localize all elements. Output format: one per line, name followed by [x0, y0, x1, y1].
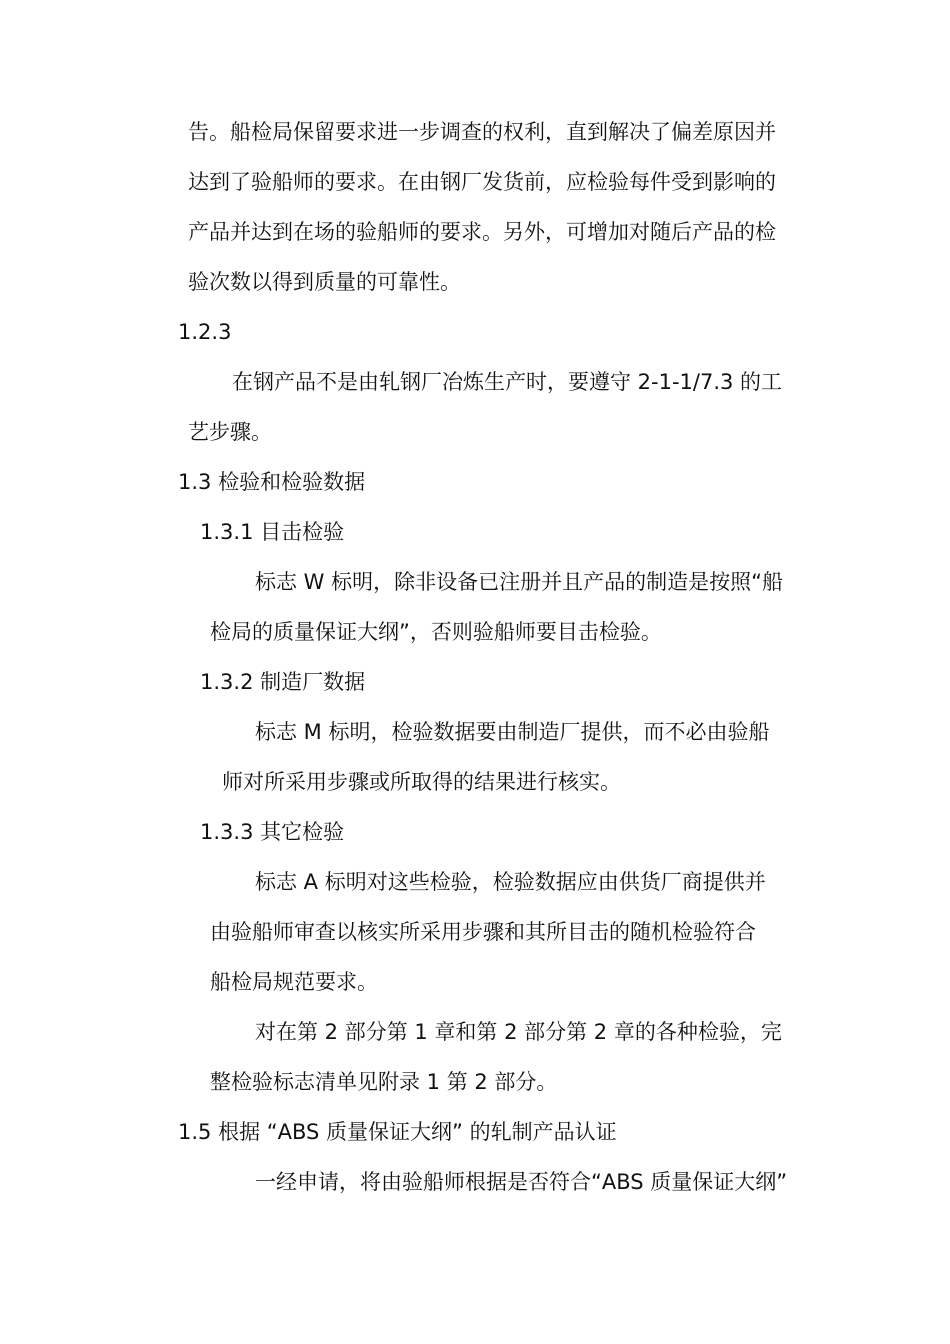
text-line: 产品并达到在场的验船师的要求。另外，可增加对随后产品的检 [188, 220, 776, 244]
section-heading: 1.5 根据 “ABS 质量保证大纲” 的轧制产品认证 [178, 1120, 617, 1144]
text-line: 验次数以得到质量的可靠性。 [188, 270, 461, 294]
text-line: 告。船检局保留要求进一步调查的权利，直到解决了偏差原因并 [188, 120, 776, 144]
text-line: 由验船师审查以核实所采用步骤和其所目击的随机检验符合 [210, 920, 756, 944]
subsection-heading: 1.3.3 其它检验 [200, 820, 345, 844]
subsection-heading: 1.3.2 制造厂数据 [200, 670, 366, 694]
text-line: 检局的质量保证大纲”，否则验船师要目击检验。 [210, 620, 662, 644]
subsection-heading: 1.3.1 目击检验 [200, 520, 345, 544]
text-line: 整检验标志清单见附录 1 第 2 部分。 [210, 1070, 558, 1094]
text-line: 师对所采用步骤或所取得的结果进行核实。 [222, 770, 621, 794]
text-line: 船检局规范要求。 [210, 970, 378, 994]
text-line: 标志 M 标明，检验数据要由制造厂提供，而不必由验船 [255, 720, 770, 744]
text-line: 标志 W 标明，除非设备已注册并且产品的制造是按照“船 [255, 570, 783, 594]
text-line: 标志 A 标明对这些检验，检验数据应由供货厂商提供并 [255, 870, 766, 894]
text-line: 在钢产品不是由轧钢厂冶炼生产时，要遵守 2-1-1/7.3 的工 [232, 370, 783, 394]
text-line: 一经申请，将由验船师根据是否符合“ABS 质量保证大纲” [255, 1170, 788, 1194]
text-line: 艺步骤。 [188, 420, 272, 444]
text-line: 达到了验船师的要求。在由钢厂发货前，应检验每件受到影响的 [188, 170, 776, 194]
section-heading: 1.2.3 [178, 320, 232, 344]
text-line: 对在第 2 部分第 1 章和第 2 部分第 2 章的各种检验，完 [255, 1020, 782, 1044]
section-heading: 1.3 检验和检验数据 [178, 470, 366, 494]
